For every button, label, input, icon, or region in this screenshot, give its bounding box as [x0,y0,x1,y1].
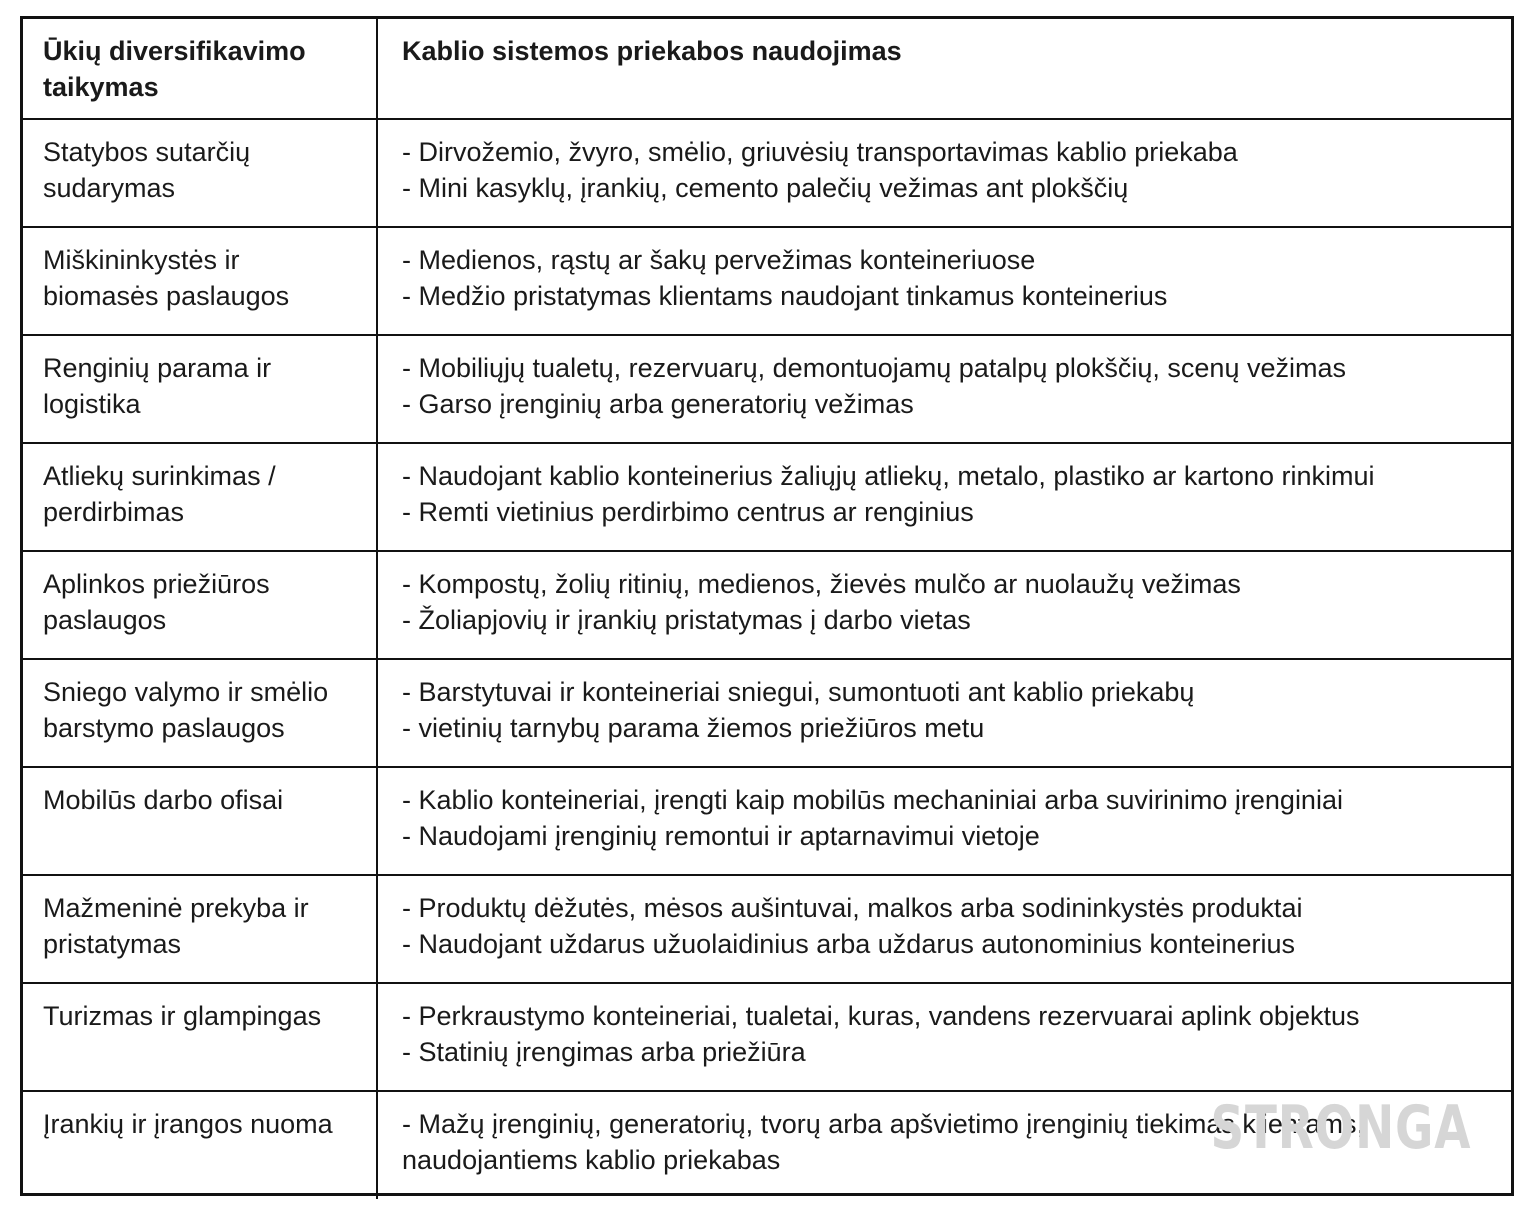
row-uses [377,119,1511,227]
use-line: - Medžio pristatymas klientams naudojant tinkamus konteinerius [402,281,1168,311]
row-application: Turizmas ir glampingas [23,983,377,1091]
use-line: - Mažų įrenginių, generatorių, tvorų arba apšvietimo įrenginių tiekimas klientams, naudojantiems kablio priekabas [402,1109,1364,1175]
use-line: - Produktų dėžutės, mėsos aušintuvai, malkos arba sodininkystės produktai [402,893,1303,923]
use-line: - Remti vietinius perdirbimo centrus ar renginius [402,497,974,527]
use-line: - Mini kasyklų, įrankių, cemento palečių vežimas ant plokščių [402,173,1129,203]
use-line: - Žoliapjovių ir įrankių pristatymas į darbo vietas [402,605,971,635]
row-uses [377,983,1511,1091]
use-line: - Naudojant kablio konteinerius žaliųjų atliekų, metalo, plastiko ar kartono rinkimui [402,461,1375,491]
use-line: - Dirvožemio, žvyro, smėlio, griuvėsių transportavimas kablio priekaba [402,137,1238,167]
diversification-table [23,19,1511,1199]
table-row [23,875,1511,983]
use-line: - Perkraustymo konteineriai, tualetai, kuras, vandens rezervuarai aplink objektus [402,1001,1360,1031]
table-row [23,767,1511,875]
use-line: - Statinių įrengimas arba priežiūra [402,1037,806,1067]
use-line: - Naudojami įrenginių remontui ir aptarnavimui vietoje [402,821,1040,851]
row-uses [377,335,1511,443]
use-line: - vietinių tarnybų parama žiemos priežiūros metu [402,713,985,743]
table-row [23,227,1511,335]
diversification-table-container [20,16,1514,1196]
row-application: Mobilūs darbo ofisai [23,767,377,875]
use-line: - Garso įrenginių arba generatorių vežimas [402,389,914,419]
header-uses: Kablio sistemos priekabos naudojimas [377,19,1511,119]
use-line: - Naudojant uždarus užuolaidinius arba uždarus autonominius konteinerius [402,929,1296,959]
row-application: Mažmeninė prekyba ir pristatymas [23,875,377,983]
row-application: Renginių parama ir logistika [23,335,377,443]
table-row [23,335,1511,443]
table-row [23,983,1511,1091]
row-uses [377,443,1511,551]
row-application: Aplinkos priežiūros paslaugos [23,551,377,659]
table-body [23,119,1511,1199]
table-row [23,659,1511,767]
header-application: Ūkių diversifikavimo taikymas [23,19,377,119]
table-row [23,551,1511,659]
table-row [23,119,1511,227]
row-uses [377,227,1511,335]
use-line: - Mobiliųjų tualetų, rezervuarų, demontuojamų patalpų plokščių, scenų vežimas [402,353,1346,383]
row-application: Sniego valymo ir smėlio barstymo paslaugos [23,659,377,767]
table-row [23,443,1511,551]
row-application: Statybos sutarčių sudarymas [23,119,377,227]
row-uses [377,551,1511,659]
row-application: Atliekų surinkimas / perdirbimas [23,443,377,551]
use-line: - Barstytuvai ir konteineriai sniegui, sumontuoti ant kablio priekabų [402,677,1195,707]
use-line: - Medienos, rąstų ar šakų pervežimas konteineriuose [402,245,1036,275]
row-uses [377,767,1511,875]
row-uses [377,659,1511,767]
use-line: - Kompostų, žolių ritinių, medienos, žievės mulčo ar nuolaužų vežimas [402,569,1241,599]
table-header-row [23,19,1511,119]
use-line: - Kablio konteineriai, įrengti kaip mobilūs mechaniniai arba suvirinimo įrenginiai [402,785,1343,815]
row-uses [377,875,1511,983]
row-application: Įrankių ir įrangos nuoma [23,1091,377,1199]
row-application: Miškininkystės ir biomasės paslaugos [23,227,377,335]
stronga-watermark-logo: STRONGA [1210,1093,1471,1163]
